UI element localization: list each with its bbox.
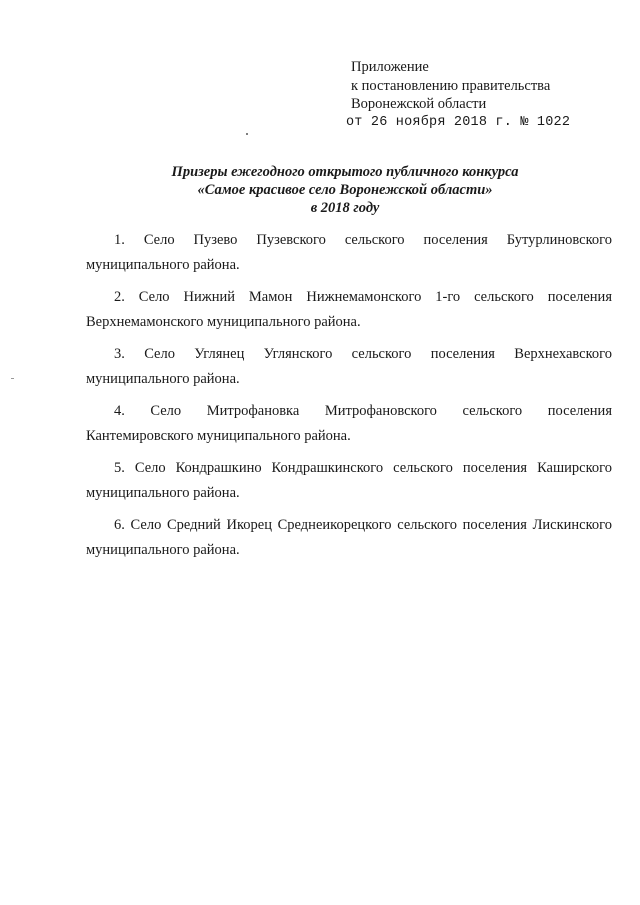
scan-margin-mark (11, 378, 14, 379)
title-line-1: Призеры ежегодного открытого публичного конкурса (171, 164, 519, 180)
list-item: 5. Село Кондрашкино Кондрашкинского сельского поселения Каширского муниципального района. (86, 460, 612, 501)
appendix-header (346, 58, 611, 132)
scan-dot (246, 133, 248, 135)
list-item: 2. Село Нижний Мамон Нижнемамонского 1-го сельского поселения Верхнемамонского муниципального района. (86, 289, 612, 330)
appendix-region: Воронежской области (351, 96, 487, 112)
document-title (80, 163, 610, 217)
appendix-date-number: от 26 ноября 2018 г. № 1022 (346, 114, 571, 130)
appendix-label: Приложение (351, 59, 429, 75)
list-item: 3. Село Углянец Углянского сельского поселения Верхнехавского муниципального района. (86, 346, 612, 387)
list-item: 4. Село Митрофановка Митрофановского сельского поселения Кантемировского муниципального района. (86, 403, 612, 444)
appendix-resolution: к постановлению правительства (351, 77, 551, 94)
title-line-3: в 2018 году (310, 200, 380, 216)
title-line-2: «Самое красивое село Воронежской области» (197, 182, 493, 198)
list-item: 6. Село Средний Икорец Среднеикорецкого сельского поселения Лискинского муниципального района. (86, 517, 612, 558)
winners-list (86, 228, 612, 570)
list-item: 1. Село Пузево Пузевского сельского поселения Бутурлиновского муниципального района. (86, 232, 612, 273)
